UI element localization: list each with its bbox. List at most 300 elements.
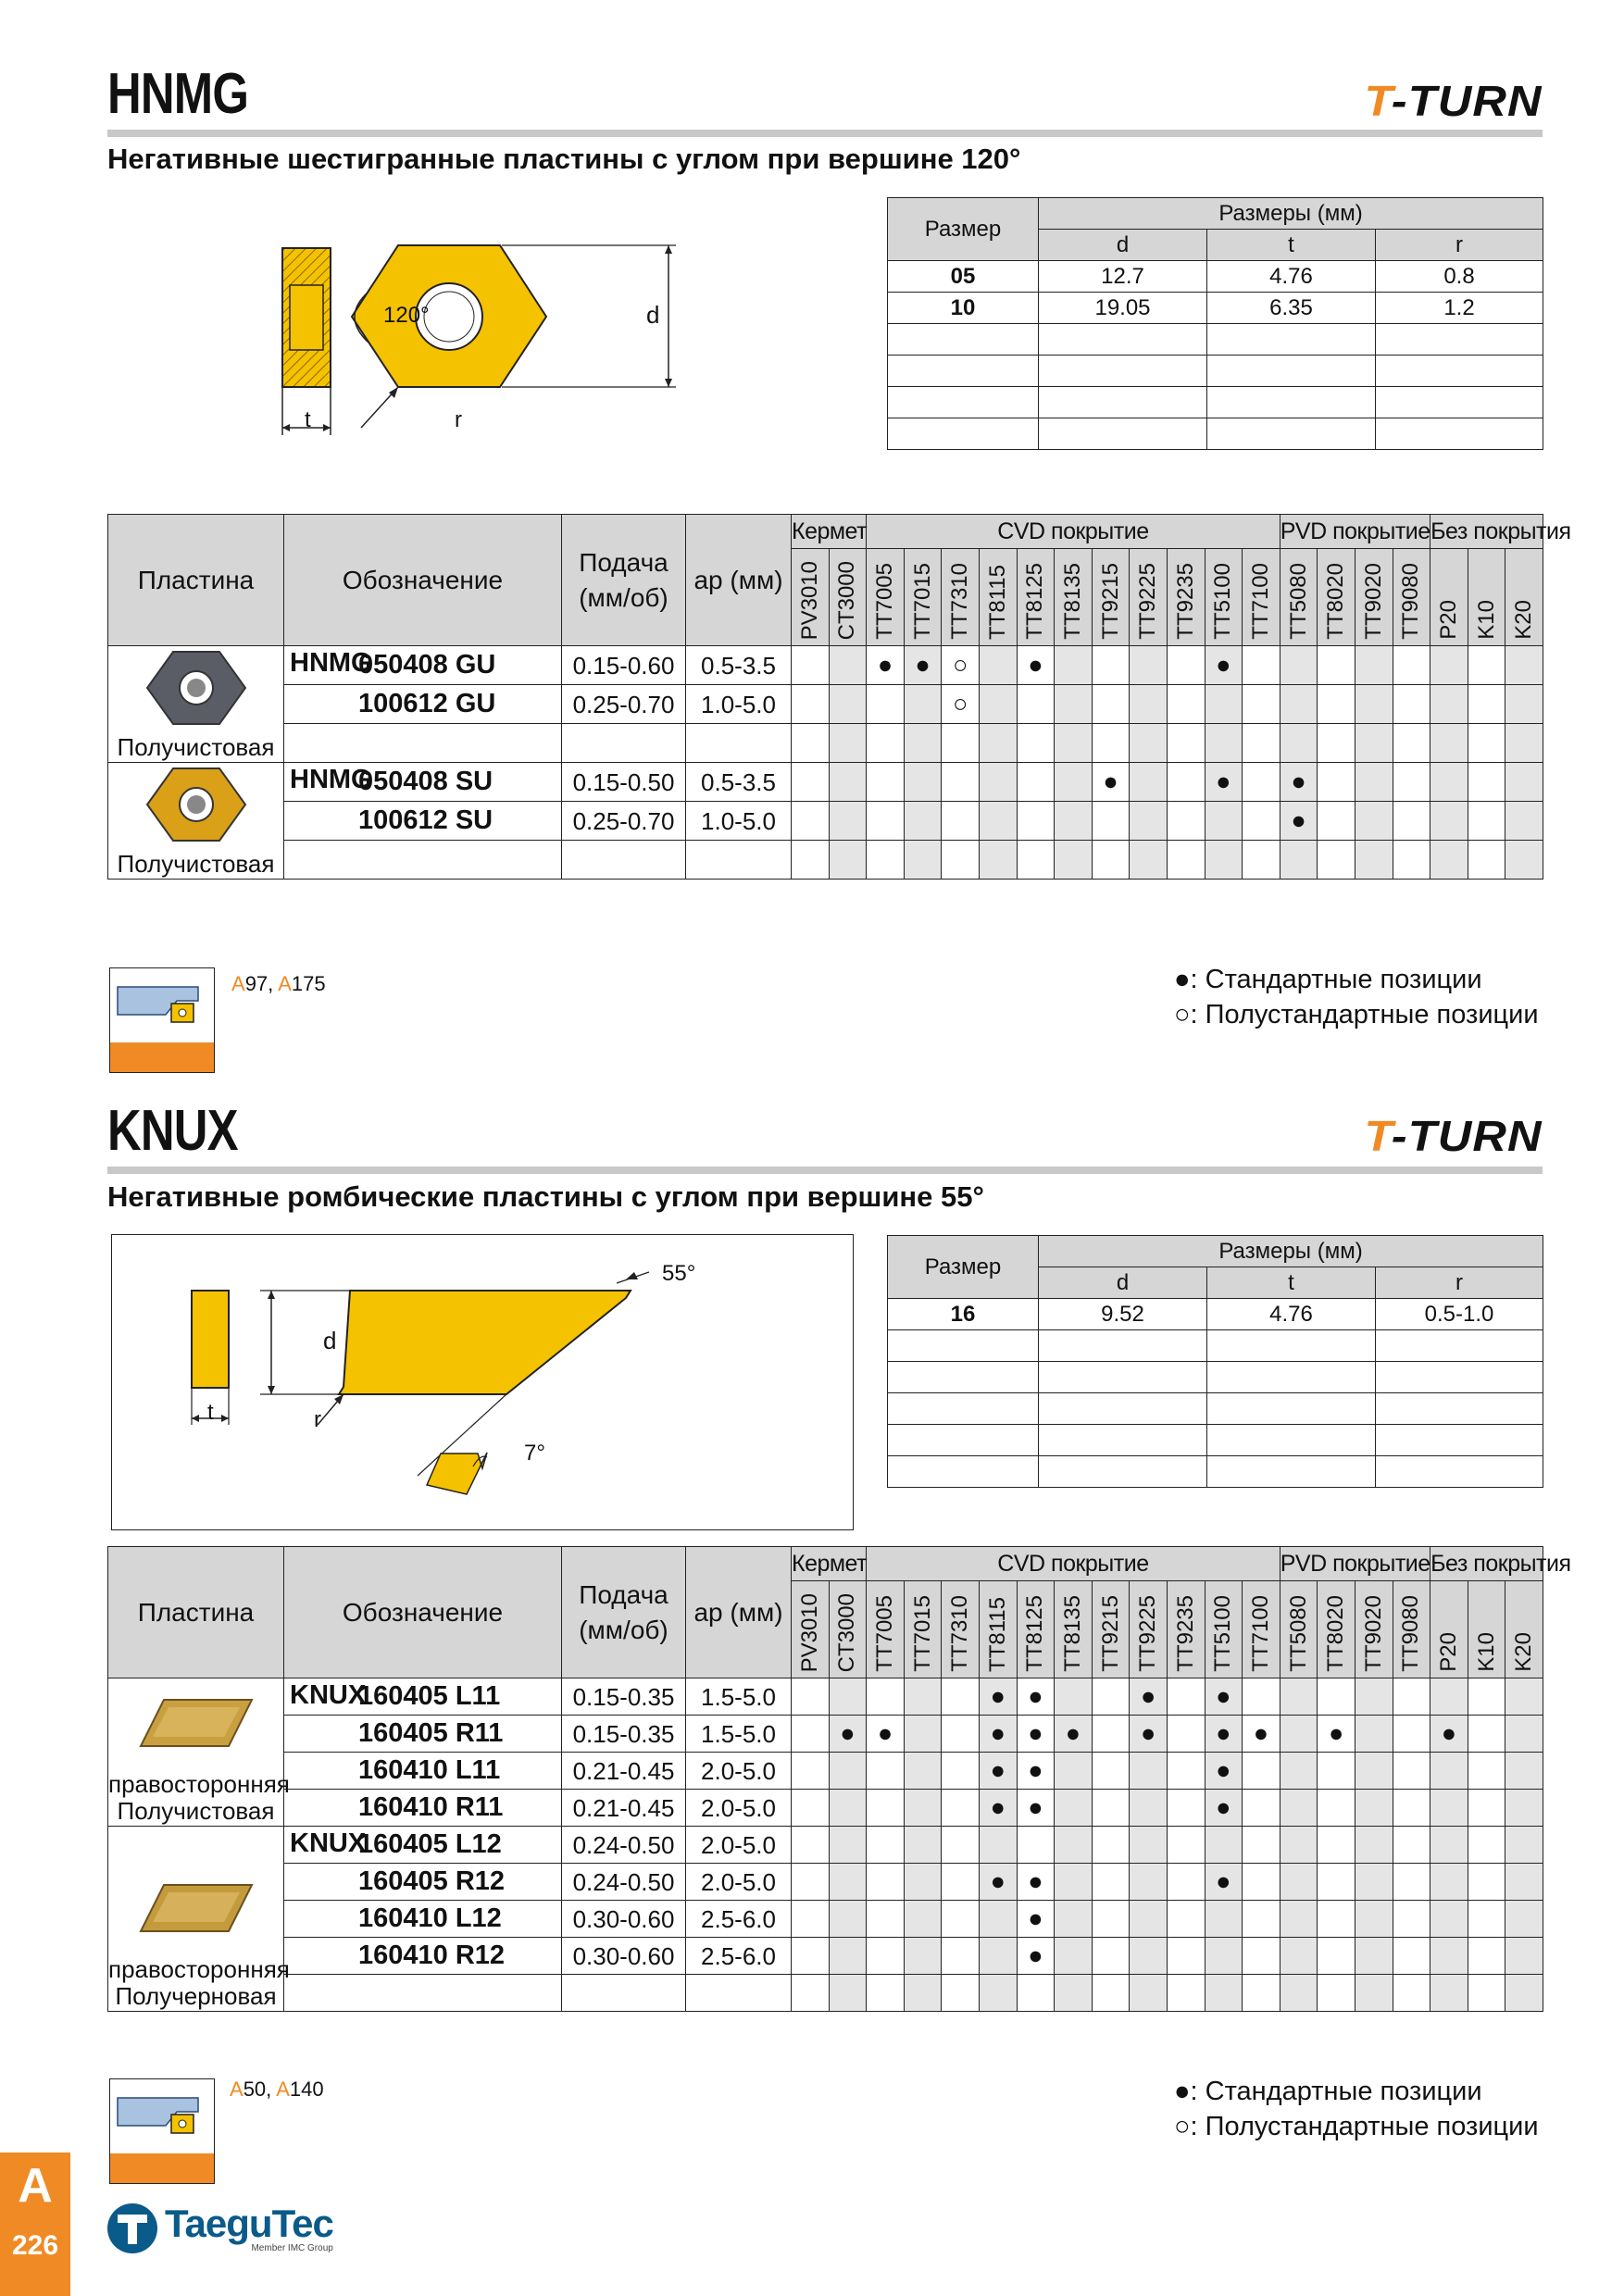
grade-availability-cell — [1055, 841, 1093, 880]
table-row — [108, 646, 1543, 685]
grade-availability-cell — [1468, 724, 1505, 763]
grade-availability-cell — [1393, 763, 1430, 802]
dims-row — [888, 261, 1543, 293]
dims-header: Размеры (мм) — [1039, 198, 1543, 230]
ap-header: ap (мм) — [686, 515, 792, 646]
grade-availability-cell — [867, 1901, 905, 1938]
grade-column-header — [1205, 1581, 1243, 1678]
grade-availability-cell — [979, 724, 1017, 763]
grade-availability-cell — [1280, 841, 1318, 880]
r-label: r — [455, 407, 462, 432]
grade-name: TT8135 — [1059, 1595, 1085, 1672]
table-row — [108, 1716, 1543, 1753]
table-row — [108, 1678, 1543, 1716]
operation-ref-icon — [109, 2078, 215, 2184]
grade-column-header — [1393, 1581, 1430, 1678]
grade-availability-cell: ● — [1017, 1678, 1055, 1716]
grade-column-header — [792, 1581, 830, 1678]
grade-column-header — [904, 549, 942, 646]
grade-availability-cell — [1280, 1827, 1318, 1864]
grade-availability-cell — [1055, 1975, 1093, 2012]
grade-availability-cell — [867, 763, 905, 802]
grade-availability-cell — [1205, 1901, 1243, 1938]
grade-availability-cell — [1430, 1827, 1468, 1864]
d-label: d — [323, 1327, 337, 1354]
ap-value — [686, 724, 792, 763]
grade-availability-cell — [1505, 646, 1543, 685]
grade-availability-cell — [979, 1975, 1017, 2012]
insert-application-caption: Получистовая — [117, 1797, 275, 1825]
grade-availability-cell: ● — [904, 646, 942, 685]
dim-col-header: d — [1039, 1267, 1207, 1299]
grade-availability-cell — [829, 1678, 867, 1716]
grade-column-header — [1167, 549, 1205, 646]
grade-availability-cell — [1205, 685, 1243, 724]
grade-availability-cell — [942, 1716, 980, 1753]
ap-value: 1.5-5.0 — [686, 1716, 792, 1753]
grade-availability-cell — [1092, 646, 1130, 685]
grade-name: TT9235 — [1172, 1595, 1198, 1672]
grade-name: K20 — [1511, 600, 1537, 640]
grade-column-header — [1092, 549, 1130, 646]
grade-availability-cell — [1167, 1827, 1205, 1864]
dim-col-header: t — [1207, 230, 1376, 261]
grade-availability-cell — [1280, 646, 1318, 685]
grade-availability-cell — [829, 1901, 867, 1938]
grade-availability-cell — [1430, 1790, 1468, 1827]
grade-group-header: Кермет — [792, 1547, 867, 1581]
grade-name: TT7015 — [909, 1595, 935, 1672]
grade-column-header — [979, 549, 1017, 646]
dims-header: Размеры (мм) — [1039, 1236, 1543, 1267]
feed-value: 0.30-0.60 — [562, 1901, 686, 1938]
grade-availability-cell — [1393, 646, 1430, 685]
grade-name: TT9080 — [1398, 563, 1424, 640]
grade-availability-cell — [1243, 1938, 1280, 1975]
grade-availability-cell — [1017, 763, 1055, 802]
grade-name: TT7100 — [1247, 1595, 1273, 1672]
table-row — [108, 1790, 1543, 1827]
grade-availability-cell — [1393, 841, 1430, 880]
ap-value: 2.5-6.0 — [686, 1901, 792, 1938]
grade-availability-cell — [1055, 646, 1093, 685]
grade-availability-cell — [1017, 802, 1055, 841]
table-row — [108, 1864, 1543, 1901]
designation-header: Обозначение — [284, 1547, 562, 1678]
grade-availability-cell — [1468, 763, 1505, 802]
ap-value — [686, 1975, 792, 2012]
grade-availability-cell — [1318, 1827, 1355, 1864]
legend-semistandard: ○: Полустандартные позиции — [1174, 2111, 1539, 2141]
grade-name: TT9215 — [1097, 1595, 1123, 1672]
grade-availability-cell — [1393, 802, 1430, 841]
grade-availability-cell — [1092, 1678, 1130, 1716]
grade-availability-cell — [792, 1901, 830, 1938]
grade-availability-cell — [1430, 1678, 1468, 1716]
grade-availability-cell — [904, 724, 942, 763]
grade-availability-cell — [1468, 1901, 1505, 1938]
t-cell: 4.76 — [1207, 261, 1376, 293]
product-title: KNUX — [107, 1099, 238, 1163]
feed-value: 0.24-0.50 — [562, 1864, 686, 1901]
product-title: HNMG — [107, 62, 249, 126]
grade-availability-cell — [1468, 1753, 1505, 1790]
grade-availability-cell — [1505, 1716, 1543, 1753]
grade-column-header — [1243, 1581, 1280, 1678]
grade-availability-cell — [942, 1975, 980, 2012]
table-row — [108, 1938, 1543, 1975]
grade-availability-cell: ● — [1055, 1716, 1093, 1753]
legend-standard: ●: Стандартные позиции — [1174, 965, 1482, 994]
grade-availability-cell: ● — [979, 1864, 1017, 1901]
grade-availability-cell — [1205, 1938, 1243, 1975]
grade-availability-cell — [1130, 1753, 1168, 1790]
grade-availability-cell — [979, 1901, 1017, 1938]
legend — [1174, 2075, 1539, 2144]
grade-availability-cell — [1355, 646, 1393, 685]
grade-availability-cell — [792, 724, 830, 763]
grade-availability-cell — [1130, 841, 1168, 880]
grade-availability-cell — [792, 841, 830, 880]
grade-availability-cell — [1167, 1790, 1205, 1827]
grade-name: P20 — [1435, 1632, 1461, 1672]
angle-label: 120° — [383, 303, 430, 328]
grade-column-header — [1505, 549, 1543, 646]
grade-availability-cell — [1092, 1827, 1130, 1864]
grade-availability-cell — [867, 1938, 905, 1975]
grade-availability-cell — [1130, 1790, 1168, 1827]
grade-name: P20 — [1435, 600, 1461, 640]
table-row — [108, 724, 1543, 763]
grade-availability-cell — [1355, 1975, 1393, 2012]
dims-row — [888, 1456, 1543, 1488]
grade-availability-cell — [904, 841, 942, 880]
grade-column-header — [1130, 1581, 1168, 1678]
grade-availability-cell — [1167, 763, 1205, 802]
grade-availability-cell: ● — [979, 1753, 1017, 1790]
grade-availability-cell — [1092, 1901, 1130, 1938]
grade-availability-cell — [1355, 1938, 1393, 1975]
grade-availability-cell — [1280, 1790, 1318, 1827]
grade-name: PV3010 — [796, 1592, 822, 1672]
hnmg-insert-drawing — [269, 222, 713, 444]
grade-availability-cell: ● — [1318, 1716, 1355, 1753]
grade-availability-cell — [1055, 1827, 1093, 1864]
grade-availability-cell — [867, 724, 905, 763]
grade-availability-cell — [1280, 724, 1318, 763]
grade-availability-cell: ● — [1205, 646, 1243, 685]
grade-availability-cell — [1355, 1790, 1393, 1827]
grade-availability-cell — [1092, 1864, 1130, 1901]
grade-name: K10 — [1473, 600, 1499, 640]
dims-row — [888, 356, 1543, 387]
grade-column-header — [1505, 1581, 1543, 1678]
grade-availability-cell — [1167, 1716, 1205, 1753]
grade-availability-cell — [979, 763, 1017, 802]
grade-availability-cell — [1393, 1938, 1430, 1975]
insert-family-label: HNMG — [290, 648, 372, 678]
dims-row — [888, 1330, 1543, 1362]
grade-availability-cell: ● — [1430, 1716, 1468, 1753]
grade-availability-cell — [829, 724, 867, 763]
grade-availability-cell — [1017, 1827, 1055, 1864]
r-label: r — [314, 1407, 321, 1432]
section-tab-letter: A — [18, 2159, 53, 2213]
title-rule — [107, 130, 1543, 137]
grade-column-header — [1280, 549, 1318, 646]
subtitle: Негативные шестигранные пластины с углом при вершине 120° — [107, 143, 1021, 175]
grade-availability-cell — [1092, 1753, 1130, 1790]
grade-name: TT9020 — [1360, 1595, 1386, 1672]
grade-availability-cell — [1468, 802, 1505, 841]
grade-availability-cell — [1505, 802, 1543, 841]
grade-availability-cell — [1318, 1790, 1355, 1827]
grade-availability-cell — [1017, 1975, 1055, 2012]
grade-availability-cell — [942, 763, 980, 802]
grade-availability-cell — [1318, 841, 1355, 880]
grade-availability-cell — [1355, 841, 1393, 880]
feed-header: Подача (мм/об) — [562, 515, 686, 646]
grade-availability-cell — [1355, 724, 1393, 763]
grade-availability-cell: ● — [867, 1716, 905, 1753]
grade-availability-cell — [1130, 763, 1168, 802]
grade-availability-cell — [1092, 1975, 1130, 2012]
grade-availability-cell — [867, 802, 905, 841]
designation-code: 160405 L11 KNUX — [284, 1678, 562, 1716]
designation-code — [284, 724, 562, 763]
dims-row — [888, 1393, 1543, 1425]
knux-insert-drawing — [112, 1235, 853, 1529]
section-tab — [0, 2152, 70, 2296]
grade-name: TT5080 — [1285, 1595, 1311, 1672]
grade-availability-cell — [867, 1864, 905, 1901]
feed-value: 0.30-0.60 — [562, 1938, 686, 1975]
grade-availability-cell — [942, 1790, 980, 1827]
grade-availability-cell — [1505, 763, 1543, 802]
grade-name: TT5100 — [1210, 1595, 1236, 1672]
grade-availability-cell — [829, 841, 867, 880]
grade-availability-cell — [1505, 1753, 1543, 1790]
grade-column-header — [1055, 549, 1093, 646]
grade-availability-cell: ● — [829, 1716, 867, 1753]
grade-availability-cell — [904, 1938, 942, 1975]
designation-code: 160405 L12 KNUX — [284, 1827, 562, 1864]
grade-availability-cell — [1318, 1678, 1355, 1716]
grade-availability-cell: ○ — [942, 646, 980, 685]
size-cell: 10 — [888, 293, 1039, 324]
ap-value: 2.0-5.0 — [686, 1753, 792, 1790]
designation-code: 160410 L11 — [284, 1753, 562, 1790]
grade-availability-cell — [1167, 724, 1205, 763]
insert-image-cell — [108, 1678, 290, 1827]
grade-column-header — [1243, 549, 1280, 646]
grade-availability-cell — [1430, 685, 1468, 724]
grade-availability-cell — [979, 841, 1017, 880]
grade-availability-cell — [904, 1901, 942, 1938]
grade-availability-cell — [792, 685, 830, 724]
insert-application-caption: Получистовая — [117, 850, 275, 878]
grade-column-header — [1355, 549, 1393, 646]
grade-availability-cell — [829, 763, 867, 802]
grade-availability-cell — [904, 1678, 942, 1716]
grade-availability-cell: ● — [979, 1790, 1017, 1827]
grade-availability-cell — [979, 1827, 1017, 1864]
grade-availability-cell — [1430, 646, 1468, 685]
designation-code: 160410 R12 — [284, 1938, 562, 1975]
grade-availability-cell: ● — [1280, 802, 1318, 841]
grade-availability-cell — [1243, 685, 1280, 724]
grade-availability-cell — [792, 1678, 830, 1716]
grade-availability-cell — [1280, 1864, 1318, 1901]
grade-availability-cell — [1468, 1790, 1505, 1827]
t-turn-logo: T-TURN — [1364, 77, 1543, 125]
grade-availability-cell — [942, 1864, 980, 1901]
dims-row — [888, 418, 1543, 450]
grade-name: TT7100 — [1247, 563, 1273, 640]
grade-availability-cell — [1280, 1716, 1318, 1753]
d-cell: 12.7 — [1039, 261, 1207, 293]
grade-availability-cell — [1318, 1901, 1355, 1938]
grade-availability-cell — [1355, 1901, 1393, 1938]
grade-column-header — [1318, 1581, 1355, 1678]
knux-drawing-frame — [111, 1234, 854, 1530]
grade-availability-cell — [1017, 841, 1055, 880]
grade-availability-cell — [1243, 1975, 1280, 2012]
ap-value: 0.5-3.5 — [686, 646, 792, 685]
table-row — [108, 763, 1543, 802]
grade-header-row — [108, 1547, 1543, 1581]
designation-code: 050408 SU HNMG — [284, 763, 562, 802]
size-header: Размер — [888, 198, 1039, 261]
grade-availability-cell: ● — [1017, 1716, 1055, 1753]
grade-name: TT8020 — [1323, 563, 1349, 640]
grade-availability-cell — [1505, 685, 1543, 724]
feed-value: 0.15-0.35 — [562, 1716, 686, 1753]
insert-image-cell — [108, 646, 284, 763]
grade-availability-cell — [1468, 1864, 1505, 1901]
grade-availability-cell — [1393, 724, 1430, 763]
grade-availability-cell — [792, 1938, 830, 1975]
grade-availability-cell — [1092, 685, 1130, 724]
feed-value — [562, 724, 686, 763]
r-cell: 1.2 — [1376, 293, 1543, 324]
grade-availability-cell — [1280, 1753, 1318, 1790]
grade-availability-cell — [1430, 1864, 1468, 1901]
grade-availability-cell — [829, 1827, 867, 1864]
grade-availability-cell: ● — [1205, 1753, 1243, 1790]
table-row — [108, 685, 1543, 724]
grade-availability-cell: ● — [1280, 763, 1318, 802]
ap-value: 2.0-5.0 — [686, 1827, 792, 1864]
grade-availability-cell — [1130, 646, 1168, 685]
grade-availability-cell — [792, 1790, 830, 1827]
grade-column-header — [1092, 1581, 1130, 1678]
grade-availability-cell — [1130, 1901, 1168, 1938]
grade-name: TT9225 — [1135, 563, 1161, 640]
feed-value: 0.25-0.70 — [562, 685, 686, 724]
insert-photo — [136, 1866, 256, 1952]
grade-availability-cell — [1167, 1975, 1205, 2012]
grade-availability-cell — [1167, 685, 1205, 724]
ap-value: 2.0-5.0 — [686, 1864, 792, 1901]
grade-availability-cell — [829, 1790, 867, 1827]
grade-availability-cell: ● — [1017, 1753, 1055, 1790]
grade-availability-cell — [1505, 1864, 1543, 1901]
brand-subtitle: Member IMC Group — [251, 2242, 333, 2253]
grade-group-header: PVD покрытие — [1280, 1547, 1430, 1581]
grade-availability-cell — [1355, 685, 1393, 724]
grade-availability-cell — [1243, 841, 1280, 880]
insert-hand-caption: правосторонняя — [108, 1770, 290, 1798]
title-rule — [107, 1167, 1543, 1174]
grade-name: TT8115 — [984, 1597, 1010, 1672]
grade-availability-cell — [1505, 841, 1543, 880]
grade-column-header — [1017, 1581, 1055, 1678]
grade-name: TT8135 — [1059, 563, 1085, 640]
insert-photo — [136, 646, 256, 730]
grade-availability-cell: ● — [1205, 1678, 1243, 1716]
designation-code: 160410 R11 — [284, 1790, 562, 1827]
grade-name: TT8020 — [1323, 1595, 1349, 1672]
grade-availability-cell — [1055, 763, 1093, 802]
grade-availability-cell — [1092, 724, 1130, 763]
feed-value: 0.25-0.70 — [562, 802, 686, 841]
feed-value — [562, 1975, 686, 2012]
feed-value: 0.15-0.50 — [562, 763, 686, 802]
grade-availability-cell — [904, 1716, 942, 1753]
grade-availability-cell: ● — [1017, 1938, 1055, 1975]
grade-availability-cell — [1055, 685, 1093, 724]
grade-availability-cell — [1355, 1753, 1393, 1790]
r-cell: 0.5-1.0 — [1376, 1299, 1543, 1330]
grade-availability-cell — [1167, 1678, 1205, 1716]
insert-image-cell — [108, 763, 284, 880]
grade-availability-cell — [904, 1827, 942, 1864]
t-label: t — [305, 407, 311, 432]
ap-header: ap (мм) — [686, 1547, 792, 1678]
grade-availability-cell: ● — [1243, 1716, 1280, 1753]
dimensions-table — [887, 197, 1543, 450]
grade-column-header — [1468, 1581, 1505, 1678]
grade-availability-cell: ● — [867, 646, 905, 685]
grade-availability-cell: ● — [1130, 1716, 1168, 1753]
dims-row — [888, 1425, 1543, 1456]
brand-name: TaeguTec — [165, 2201, 333, 2245]
grade-availability-cell — [1243, 1790, 1280, 1827]
dim-col-header: t — [1207, 1267, 1376, 1299]
grade-column-header — [942, 549, 980, 646]
grade-availability-cell — [1468, 685, 1505, 724]
grade-availability-cell — [867, 1753, 905, 1790]
table-row — [108, 1975, 1543, 2012]
dims-row — [888, 293, 1543, 324]
grade-column-header — [829, 1581, 867, 1678]
grade-availability-cell — [1430, 1901, 1468, 1938]
grade-availability-cell — [1017, 724, 1055, 763]
d-cell: 19.05 — [1039, 293, 1207, 324]
grade-availability-cell — [942, 841, 980, 880]
feed-value: 0.15-0.60 — [562, 646, 686, 685]
grade-availability-cell — [867, 1790, 905, 1827]
grade-availability-cell — [1505, 724, 1543, 763]
grade-availability-cell — [1167, 646, 1205, 685]
grade-column-header — [867, 1581, 905, 1678]
grade-name: TT8125 — [1022, 1595, 1048, 1672]
insert-header: Пластина — [108, 1547, 284, 1678]
grade-availability-cell — [829, 646, 867, 685]
grade-availability-cell: ● — [979, 1678, 1017, 1716]
designation-header: Обозначение — [284, 515, 562, 646]
